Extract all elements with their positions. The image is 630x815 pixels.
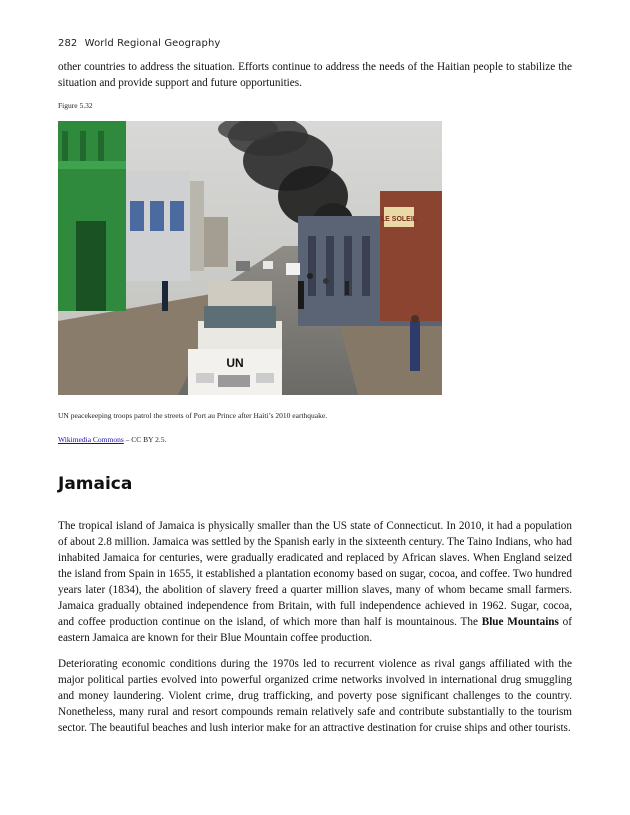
- jamaica-paragraph-1: [58, 518, 572, 646]
- figure-photo: [58, 121, 442, 395]
- vehicle-un-marking: UN: [226, 356, 244, 370]
- figure-credit: [58, 435, 166, 444]
- jamaica-paragraph-2: Deteriorating economic conditions during the 1970s led to recurrent violence as rival gangs affiliated with the major political parties evolved into powerful organized crime networks involved in international drug smuggling and money laundering. Violent crime, drug trafficking, and poverty pose significant challenges to the country. Nonetheless, many rural and resort compounds remain relatively safe and contribute substantially to the tourism sector. The beautiful beaches and lush interior make for an attractive destination for cruise ships and other tourists.: [58, 658, 572, 734]
- figure-label: Figure 5.32: [58, 101, 93, 110]
- street-scene-illustration: [58, 121, 442, 395]
- section-heading: Jamaica: [58, 474, 133, 494]
- paragraph-1-text-after: of eastern Jamaica are known for their Blue Mountain coffee production.: [58, 616, 573, 644]
- intro-paragraph: other countries to address the situation. Efforts continue to address the needs of the Haitian people to stabilize the situation and provide support and future opportunities.: [58, 61, 572, 89]
- figure-caption: UN peacekeeping troops patrol the streets of Port au Prince after Haiti’s 2010 earthquake.: [58, 411, 328, 420]
- wikimedia-commons-link[interactable]: Wikimedia Commons: [58, 435, 124, 444]
- running-header: [58, 38, 220, 49]
- storefront-sign-text: LE SOLEIL: [380, 216, 418, 223]
- credit-license: – CC BY 2.5.: [123, 435, 167, 444]
- page-number: 282: [58, 38, 78, 49]
- paragraph-1-text-before: The tropical island of Jamaica is physically smaller than the US state of Connecticut. In 2010, it had a population of about 2.8 million. Jamaica was settled by the Spanish early in the sixteenth century. The Taino Indians, who had inhabited Jamaica for centuries, were gradually eradicated and replaced by African slaves. When England seized the island from Spain in 1655, it established a plantation economy based on sugar, cocoa, and coffee. Two hundred years later (1834), the abolition of slavery freed a quarter million slaves, many of whom became small farmers. Jamaica gradually obtained independence from Britain, with full independence achieved in 1962. Sugar, cocoa, and coffee production continue on the island, of which more than half is mountainous. The: [58, 520, 572, 628]
- book-title: World Regional Geography: [84, 38, 221, 49]
- green-building: [58, 121, 126, 311]
- blue-mountains-term: Blue Mountains: [481, 616, 559, 628]
